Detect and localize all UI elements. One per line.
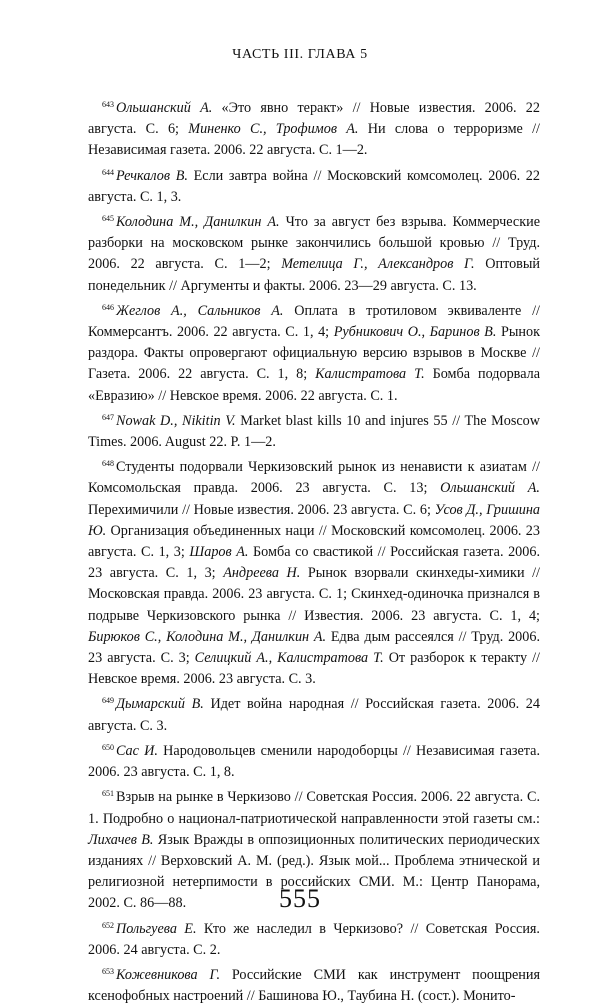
citation-text: Российские СМИ как инструмент поощрения ксенофобных настроений // Башинова Ю., Таубина Н. (сост.). Монито-	[88, 966, 540, 1005]
citation-text: Идет война народная // Российская газета. 2006. 24 августа. С. 3.	[88, 696, 540, 734]
author-name: Андреева Н.	[223, 565, 301, 582]
citation-text: Студенты подорвали Черкизовский рынок из ненависти к азиатам // Комсомольская правда. 2006. 23 августа. С. 13;	[88, 459, 540, 497]
author-name: Nowak D., Nikitin V.	[116, 412, 236, 429]
footnote-number: 649	[102, 696, 114, 706]
author-name: Ольшанский А.	[440, 480, 540, 497]
footnote	[88, 915, 540, 961]
author-name: Рубникович О., Баринов В.	[333, 324, 497, 341]
author-name: Усов Д., Гришина Ю.	[88, 501, 541, 539]
citation-text: Market blast kills 10 and injures 55 // The Moscow Times. 2006. August 22. P. 1—2.	[88, 412, 540, 451]
author-name: Калистратова Т.	[315, 366, 425, 383]
citation-text: Оптовый понедельник // Аргументы и факты. 2006. 23—29 августа. С. 13.	[88, 256, 541, 294]
footnote-number: 648	[102, 459, 114, 469]
author-name: Сас И.	[116, 742, 158, 759]
footnote-number: 645	[102, 214, 114, 224]
citation-text: Взрыв на рынке в Черкизово // Советская Россия. 2006. 22 августа. С. 1. Подробно о национал-патриотической направленности этой газеты см.:	[88, 789, 540, 827]
footnote	[88, 690, 540, 736]
author-name: Миненко С., Трофимов А.	[188, 121, 359, 138]
citation-text: Ни слова о терроризме // Независимая газета. 2006. 22 августа. С. 1—2.	[88, 121, 540, 159]
running-header: ЧАСТЬ III. ГЛАВА 5	[232, 47, 368, 62]
footnote-number: 643	[102, 100, 114, 109]
author-name: Дымарский В.	[116, 696, 204, 713]
footnote-number: 653	[102, 966, 114, 976]
citation-text: Едва дым рассеялся // Труд. 2006. 23 августа. С. 3;	[88, 628, 541, 667]
author-name: Польгуева Е.	[116, 920, 197, 937]
footnote	[88, 961, 540, 1007]
citation-text: Кто же наследил в Черкизово? // Советская Россия. 2006. 24 августа. С. 2.	[88, 920, 540, 958]
footnote	[88, 162, 540, 208]
footnote	[88, 453, 540, 690]
footnote	[88, 407, 540, 453]
author-name: Кожевникова Г.	[116, 966, 220, 983]
citation-text: Что за август без взрыва. Коммерческие разборки на московском рынке закончились большой кровью // Труд. 2006. 22 августа. С. 1—2;	[88, 214, 540, 273]
citation-text: От разборок к теракту // Невское время. 2006. 23 августа. С. 3.	[88, 650, 540, 688]
author-name: Ольшанский А.	[116, 100, 213, 116]
footnote-number: 646	[102, 302, 114, 312]
footnote	[88, 297, 540, 407]
footnote	[88, 208, 540, 297]
citation-text: Рынок раздора. Факты опровергают официальную версию взрывов в Москве // Газета. 2006. 22 августа. С. 1, 8;	[88, 324, 540, 383]
author-name: Речкалов В.	[116, 167, 188, 184]
author-name: Бирюков С., Колодина М., Данилкин А.	[88, 628, 327, 645]
citation-text: Язык Вражды в оппозиционных политических периодических изданиях // Верховский А. М. (ред.). Язык мой... Проблема этнической и религиозной нетерпимости в российских СМИ. М.: Центр Панорама, 2002. С. 86—88.	[88, 831, 541, 912]
citation-text: Если завтра война // Московский комсомолец. 2006. 22 августа. С. 1, 3.	[88, 167, 540, 205]
page-number: 555	[279, 884, 321, 913]
citation-text: «Это явно теракт» // Новые известия. 2006. 22 августа. С. 6;	[88, 100, 540, 138]
citation-text: Бомба со свастикой // Российская газета. 2006. 23 августа. С. 1, 3;	[88, 544, 541, 582]
citation-text: Бомба подорвала «Евразию» // Невское время. 2006. 22 августа. С. 1.	[88, 366, 540, 404]
footnote	[88, 94, 540, 162]
citation-text: Оплата в тротиловом эквиваленте // Коммерсантъ. 2006. 22 августа. С. 1, 4;	[88, 302, 540, 341]
citation-text: Рынок взорвали скинхеды-химики // Московская правда. 2006. 23 августа. С. 1; Скинхед-одиночка признался в подрыве Черкизовского рынка // Известия. 2006. 23 августа. С. 1, 4;	[88, 565, 541, 624]
footnote-number: 647	[102, 412, 114, 422]
footnote-number: 651	[102, 789, 114, 799]
citation-text: Организация объединенных наци // Московский комсомолец. 2006. 23 августа. С. 1, 3;	[88, 522, 540, 561]
footnotes-list	[88, 94, 540, 1007]
citation-text: Народовольцев сменили народоборцы // Независимая газета. 2006. 23 августа. С. 1, 8.	[88, 742, 541, 781]
citation-text: Перехимичили // Новые известия. 2006. 23 августа. С. 6;	[88, 501, 435, 518]
author-name: Шаров А.	[189, 544, 249, 561]
author-name: Колодина М., Данилкин А.	[116, 214, 280, 231]
author-name: Селицкий А., Калистратова Т.	[194, 650, 384, 667]
author-name: Метелица Г., Александров Г.	[281, 256, 475, 273]
author-name: Жеглов А., Сальников А.	[116, 302, 284, 319]
author-name: Лихачев В.	[88, 831, 154, 848]
footnote-number: 650	[102, 742, 114, 752]
footnote	[88, 737, 540, 783]
footnote-number: 644	[102, 167, 114, 177]
footnote-number: 652	[102, 920, 114, 930]
